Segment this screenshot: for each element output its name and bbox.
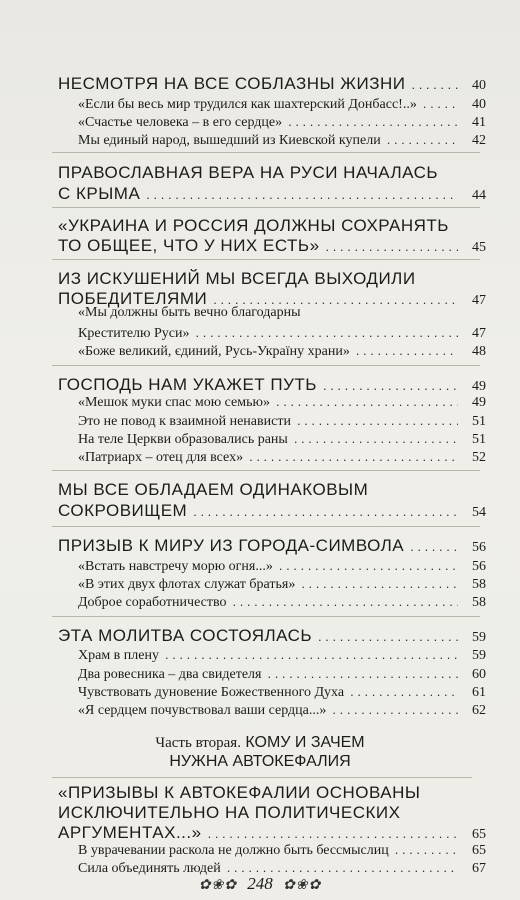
toc-entry[interactable] — [78, 413, 486, 430]
divider — [52, 526, 480, 527]
dot-leader — [288, 114, 458, 129]
section-title: ГОСПОДЬ НАМ УКАЖЕТ ПУТЬ — [58, 375, 317, 394]
toc-entry[interactable] — [78, 431, 486, 448]
page-number: 41 — [472, 115, 486, 130]
divider — [52, 152, 480, 153]
section-title-line: ИЗ ИСКУШЕНИЙ МЫ ВСЕГДА ВЫХОДИЛИ — [58, 269, 416, 288]
section-title-line: ПОБЕДИТЕЛЯМИ — [58, 289, 208, 308]
toc-entry[interactable] — [78, 558, 486, 575]
entry-title: На теле Церкви образовались раны — [78, 432, 288, 447]
toc-entry[interactable] — [78, 594, 486, 611]
page-number: 49 — [472, 379, 486, 394]
page-number-footer: 248 — [247, 874, 273, 893]
page-number: 51 — [472, 432, 486, 447]
toc-section-heading[interactable] — [58, 184, 486, 204]
page-number: 59 — [472, 630, 486, 645]
toc-section-heading[interactable] — [58, 74, 486, 94]
page-number: 44 — [472, 188, 486, 203]
section-title: ПРИЗЫВ К МИРУ ИЗ ГОРОДА-СИМВОЛА — [58, 536, 405, 555]
dot-leader — [332, 702, 458, 717]
section-title-line: С КРЫМА — [58, 184, 141, 203]
floral-ornament-icon: ✿❀✿ — [283, 877, 322, 893]
section-title-line: «ПРИЗЫВЫ К АВТОКЕФАЛИИ ОСНОВАНЫ — [58, 783, 421, 802]
section-title-line: СОКРОВИЩЕМ — [58, 501, 188, 520]
page-number: 62 — [472, 703, 486, 718]
divider — [52, 259, 480, 260]
page-number: 47 — [472, 293, 486, 308]
toc-entry[interactable] — [78, 449, 486, 466]
dot-leader — [326, 239, 458, 254]
part-two-heading — [0, 733, 520, 753]
toc-entry[interactable] — [78, 576, 486, 593]
page-number: 56 — [472, 540, 486, 555]
toc-entry[interactable] — [78, 325, 486, 342]
page-number: 42 — [472, 133, 486, 148]
page-number: 56 — [472, 559, 486, 574]
page-number: 45 — [472, 240, 486, 255]
page-number: 40 — [472, 78, 486, 93]
floral-ornament-icon: ✿❀✿ — [198, 877, 237, 893]
page-number: 60 — [472, 667, 486, 682]
toc-section-heading[interactable] — [58, 375, 486, 395]
entry-title: Сила объединять людей — [78, 861, 221, 876]
dot-leader — [297, 413, 458, 428]
toc-entry[interactable] — [78, 132, 486, 149]
dot-leader — [249, 449, 458, 464]
toc-entry[interactable] — [78, 114, 486, 131]
section-title: ЭТА МОЛИТВА СОСТОЯЛАСЬ — [58, 626, 313, 645]
section-title-line: ПРАВОСЛАВНАЯ ВЕРА НА РУСИ НАЧАЛАСЬ — [58, 163, 439, 182]
divider — [52, 470, 480, 471]
part-title-line: НУЖНА АВТОКЕФАЛИЯ — [169, 753, 351, 770]
divider — [52, 616, 480, 617]
toc-entry[interactable] — [78, 96, 486, 113]
toc-entry[interactable] — [78, 702, 486, 719]
part-two-heading-line2 — [0, 752, 520, 771]
section-title-line: ИСКЛЮЧИТЕЛЬНО НА ПОЛИТИЧЕСКИХ — [58, 803, 401, 822]
page-number: 59 — [472, 648, 486, 663]
page-number: 58 — [472, 595, 486, 610]
dot-leader — [356, 343, 458, 358]
part-title-line: КОМУ И ЗАЧЕМ — [245, 734, 365, 751]
entry-title: Чувствовать дуновение Божественного Духа — [78, 685, 345, 700]
dot-leader — [276, 394, 458, 409]
page-number: 47 — [472, 326, 486, 341]
entry-title-line: Крестителю Руси» — [78, 326, 190, 341]
section-title: НЕСМОТРЯ НА ВСЕ СОБЛАЗНЫ ЖИЗНИ — [58, 74, 406, 93]
entry-title: Два ровесника – два свидетеля — [78, 667, 262, 682]
page-number: 65 — [472, 843, 486, 858]
dot-leader — [294, 431, 458, 446]
toc-entry[interactable] — [78, 394, 486, 411]
dot-leader — [395, 842, 458, 857]
toc-entry[interactable] — [78, 647, 486, 664]
dot-leader — [232, 594, 458, 609]
entry-title: «Счастье человека – в его сердце» — [78, 115, 283, 130]
entry-title: «Я сердцем почувствовал ваши сердца...» — [78, 703, 327, 718]
dot-leader — [350, 684, 458, 699]
toc-entry[interactable] — [78, 684, 486, 701]
dot-leader — [387, 132, 458, 147]
page-number: 51 — [472, 414, 486, 429]
toc-entry[interactable] — [78, 343, 486, 360]
entry-title: «Встать навстречу морю огня...» — [78, 559, 273, 574]
toc-section-heading[interactable] — [58, 536, 486, 556]
part-prefix: Часть вторая. — [155, 735, 241, 751]
dot-leader — [208, 826, 458, 841]
page-number: 67 — [472, 861, 486, 876]
page-number: 52 — [472, 450, 486, 465]
section-title-line: МЫ ВСЕ ОБЛАДАЕМ ОДИНАКОВЫМ — [58, 480, 369, 499]
entry-title: В уврачевании раскола не должно быть бессмыслиц — [78, 843, 389, 858]
dot-leader — [165, 647, 458, 662]
dot-leader — [267, 666, 458, 681]
divider — [52, 777, 472, 778]
page-footer — [0, 874, 520, 894]
entry-title: Это не повод к взаимной ненависти — [78, 414, 291, 429]
dot-leader — [410, 539, 458, 554]
dot-leader — [423, 96, 458, 111]
entry-title: «Боже великий, єдиний, Русь-Україну храни» — [78, 344, 350, 359]
toc-section-heading[interactable] — [58, 236, 486, 256]
entry-title: Мы единый народ, вышедший из Киевской купели — [78, 133, 381, 148]
dot-leader — [279, 558, 458, 573]
section-title-line: ТО ОБЩЕЕ, ЧТО У НИХ ЕСТЬ» — [58, 236, 320, 255]
page-number: 49 — [472, 395, 486, 410]
divider — [52, 207, 480, 208]
dot-leader — [323, 378, 458, 393]
dot-leader — [318, 629, 458, 644]
dot-leader — [301, 576, 458, 591]
entry-title: «В этих двух флотах служат братья» — [78, 577, 296, 592]
dot-leader — [146, 187, 458, 202]
page-number: 40 — [472, 97, 486, 112]
entry-title: Храм в плену — [78, 648, 159, 663]
entry-title: Доброе соработничество — [78, 595, 227, 610]
toc-entry[interactable] — [78, 842, 486, 859]
page-number: 58 — [472, 577, 486, 592]
entry-title: «Мешок муки спас мою семью» — [78, 395, 270, 410]
divider — [52, 365, 480, 366]
dot-leader — [193, 504, 458, 519]
toc-section-heading[interactable] — [58, 626, 486, 646]
dot-leader — [227, 860, 458, 875]
toc-section-heading[interactable] — [58, 501, 486, 521]
page-number: 54 — [472, 505, 486, 520]
page-number: 65 — [472, 827, 486, 842]
toc-entry[interactable] — [78, 666, 486, 683]
page-number: 48 — [472, 344, 486, 359]
entry-title: «Патриарх – отец для всех» — [78, 450, 244, 465]
section-title-line: АРГУМЕНТАХ...» — [58, 823, 202, 842]
toc-section-heading[interactable] — [58, 823, 486, 843]
dot-leader — [411, 77, 458, 92]
dot-leader — [196, 325, 459, 340]
entry-title: «Если бы весь мир трудился как шахтерский Донбасс!..» — [78, 97, 417, 112]
page-number: 61 — [472, 685, 486, 700]
section-title-line: «УКРАИНА И РОССИЯ ДОЛЖНЫ СОХРАНЯТЬ — [58, 216, 449, 235]
entry-title-line: «Мы должны быть вечно благодарны — [78, 305, 301, 320]
